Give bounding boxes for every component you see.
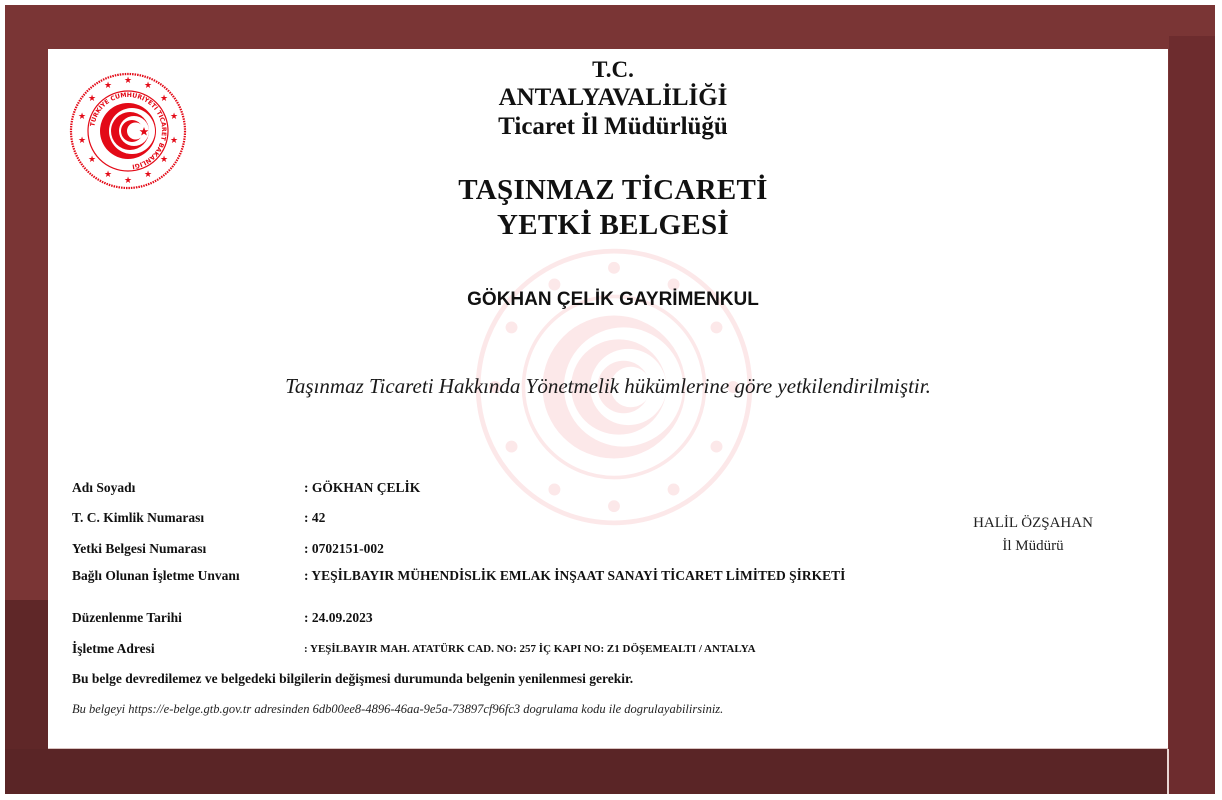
field-value: : YEŞİLBAYIR MÜHENDİSLİK EMLAK İNŞAAT SANAYİ TİCARET LİMİTED ŞİRKETİ — [304, 568, 846, 583]
signatory-title: İl Müdürü — [1002, 538, 1064, 554]
svg-text:★: ★ — [77, 112, 87, 122]
document-title-line1: TAŞINMAZ TİCARETİ — [458, 174, 768, 206]
field-value: : 42 — [304, 510, 326, 525]
document-title-line2: YETKİ BELGESİ — [497, 209, 729, 241]
field-label: T. C. Kimlik Numarası — [72, 510, 205, 525]
certificate-frame-right — [1169, 36, 1215, 794]
field-value: : YEŞİLBAYIR MAH. ATATÜRK CAD. NO: 257 İÇ KAPI NO: Z1 DÖŞEMEALTI / ANTALYA — [304, 643, 756, 655]
header-tc: T.C. — [592, 57, 634, 82]
authorization-statement: Taşınmaz Ticareti Hakkında Yönetmelik hükümlerine göre yetkilendirilmiştir. — [285, 374, 931, 398]
svg-text:★: ★ — [77, 136, 87, 146]
company-name: GÖKHAN ÇELİK GAYRİMENKUL — [467, 289, 759, 310]
field-label: Bağlı Olunan İşletme Unvanı — [72, 568, 240, 583]
svg-text:TÜRKİYE CUMHURİYETİ TİCARET BA: TÜRKİYE CUMHURİYETİ TİCARET BAKANLIĞI — [89, 91, 168, 170]
svg-text:★: ★ — [143, 170, 153, 180]
signatory-block — [928, 515, 1138, 555]
verification-text: Bu belgeyi https://e-belge.gtb.gov.tr adresinden 6db00ee8-4896-46aa-9e5a-73897cf96fc3 dogrulama kodu ile dogrulayabilirsiniz. — [72, 702, 724, 716]
field-label: Düzenlenme Tarihi — [72, 610, 182, 625]
svg-text:★: ★ — [169, 136, 179, 146]
field-value: : 0702151-002 — [304, 541, 384, 556]
field-label: İşletme Adresi — [72, 641, 155, 656]
transfer-note: Bu belge devredilemez ve belgedeki bilgilerin değişmesi durumunda belgenin yenilenmesi gerekir. — [72, 671, 634, 686]
svg-text:★: ★ — [87, 94, 97, 104]
svg-text:★: ★ — [123, 76, 133, 86]
field-label: Adı Soyadı — [72, 480, 136, 495]
svg-text:★: ★ — [169, 112, 179, 122]
header-directorate: Ticaret İl Müdürlüğü — [498, 113, 728, 140]
svg-text:★: ★ — [123, 176, 133, 186]
field-value: : GÖKHAN ÇELİK — [304, 480, 421, 495]
certificate-paper — [48, 49, 1168, 749]
certificate-frame-bottom — [5, 749, 1168, 794]
frame-divider — [1167, 749, 1169, 794]
svg-text:★: ★ — [103, 170, 113, 180]
field-value: : 24.09.2023 — [304, 610, 373, 625]
svg-text:★: ★ — [159, 94, 169, 104]
svg-text:★: ★ — [143, 81, 153, 91]
field-label: Yetki Belgesi Numarası — [72, 541, 207, 556]
svg-text:★: ★ — [159, 155, 169, 165]
header-governorship: ANTALYAVALİLİĞİ — [498, 84, 728, 111]
svg-text:★: ★ — [103, 81, 113, 91]
svg-text:★: ★ — [87, 155, 97, 165]
signatory-name: HALİL ÖZŞAHAN — [973, 515, 1093, 531]
